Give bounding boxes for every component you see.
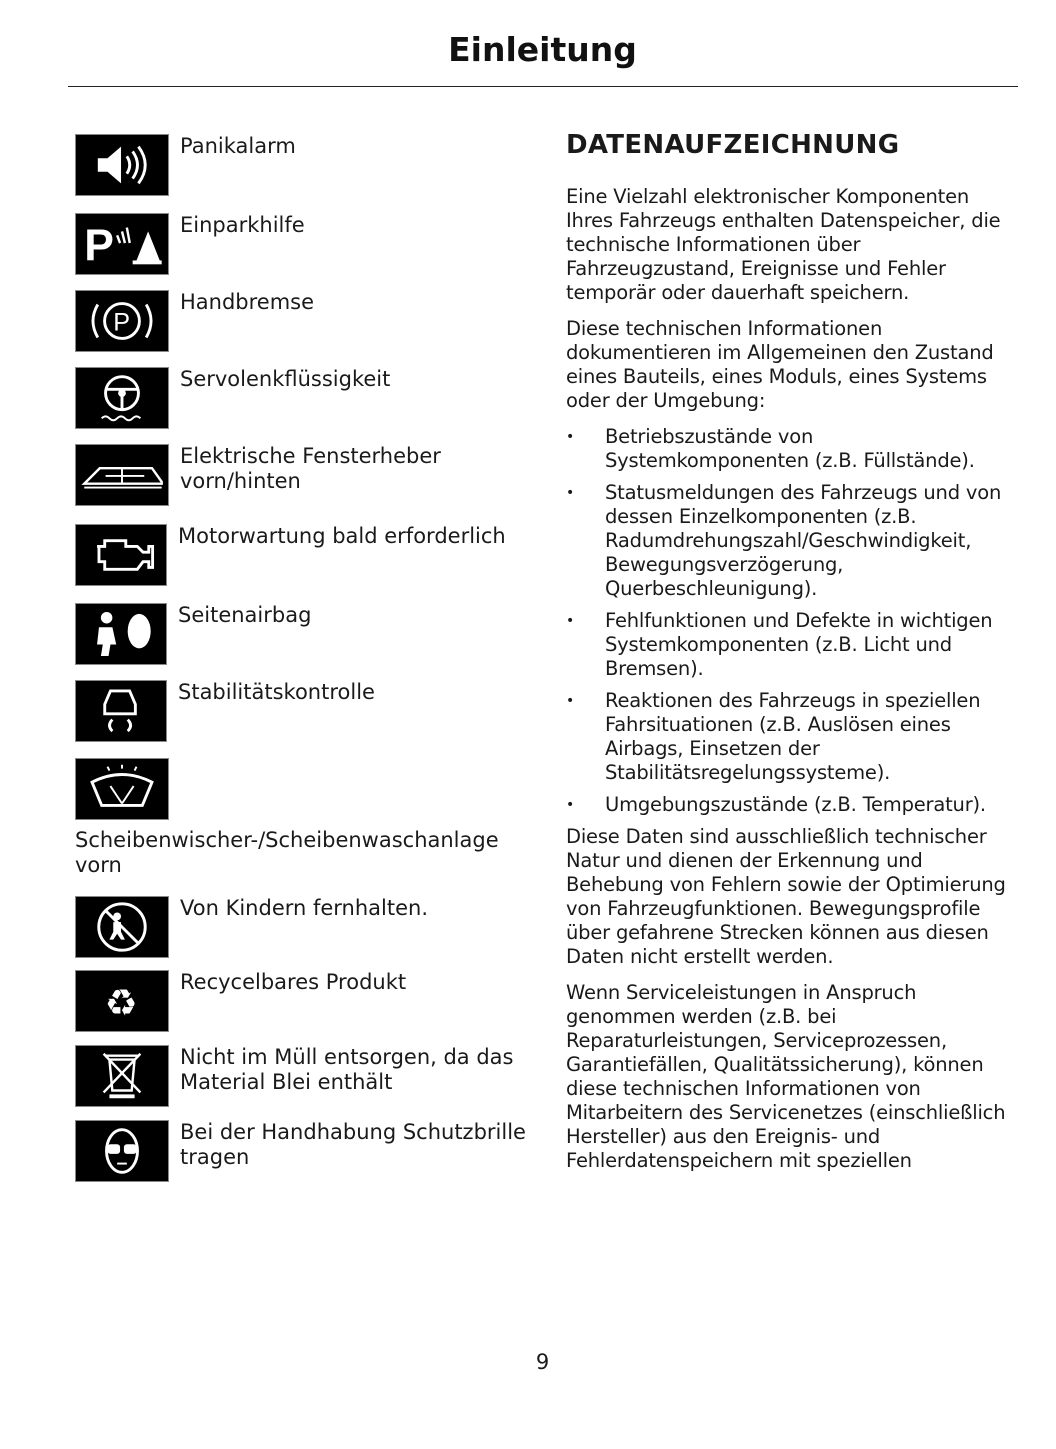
list-item: • Fehlfunktionen und Defekte in wichtigen Systemkomponenten (z.B. Licht und Bremsen). xyxy=(566,609,1016,681)
paragraph: Wenn Serviceleistungen in Anspruch genommen werden (z.B. bei Reparaturleistungen, Serviceprozessen, Garantiefällen, Qualitätssicherung), können diese technischen Informationen von Mitarbeitern des Servicenetzes (einschließlich Hersteller) aus den Ereignis- und Fehlerdatenspeichern mit speziellen xyxy=(566,981,1006,1172)
parking-brake-icon xyxy=(75,290,169,352)
power-steering-fluid-icon xyxy=(75,367,169,429)
icon-label: Einparkhilfe xyxy=(180,213,305,237)
icon-label: Stabilitätskontrolle xyxy=(178,680,375,704)
page-number: 9 xyxy=(535,1350,550,1374)
icon-label: Handbremse xyxy=(180,290,315,314)
icon-label: Servolenkflüssigkeit xyxy=(180,367,391,391)
recycle-icon xyxy=(75,970,169,1032)
paragraph: Diese technischen Informationen dokumentieren im Allgemeinen den Zustand eines Bauteils, eines Moduls, eines Systems oder der Umgebung: xyxy=(566,317,994,412)
page-title: Einleitung xyxy=(448,30,637,69)
paragraph: Eine Vielzahl elektronischer Komponenten Ihres Fahrzeugs enthalten Datenspeicher, die technische Informationen über Fahrzeugzustand, Ereignisse und Fehler temporär oder dauerhaft speichern. xyxy=(566,185,1001,304)
paragraph: Diese Daten sind ausschließlich technischer Natur und dienen der Erkennung und Behebung von Fehlern sowie der Optimierung von Fahrzeugfunktionen. Bewegungsprofile über gefahrene Strecken können aus diesen Daten nicht erstellt werden. xyxy=(566,825,1006,968)
engine-icon xyxy=(75,524,167,586)
parking-aid-icon xyxy=(75,213,169,275)
svg-text:♻: ♻ xyxy=(104,981,138,1025)
data-recording-section xyxy=(566,130,1016,1185)
svg-text:P: P xyxy=(113,308,131,337)
icon-label: Nicht im Müll entsorgen, da das Material Blei enthält xyxy=(180,1045,514,1094)
safety-goggles-icon xyxy=(75,1120,169,1182)
icon-label: Elektrische Fensterheber vorn/hinten xyxy=(180,444,441,493)
speaker-icon xyxy=(75,134,169,196)
list-item: • Reaktionen des Fahrzeugs in speziellen Fahrsituationen (z.B. Auslösen eines Airbags, Einsetzen der Stabilitätsregelungssysteme). xyxy=(566,689,1016,785)
list-item: • Umgebungszustände (z.B. Temperatur). xyxy=(566,793,1016,817)
icon-label: Bei der Handhabung Schutzbrille tragen xyxy=(180,1120,526,1169)
keep-away-children-icon xyxy=(75,896,169,958)
wiper-label: Scheibenwischer-/Scheibenwaschanlage vorn xyxy=(75,828,499,877)
icon-label: Seitenairbag xyxy=(178,603,312,627)
header-divider xyxy=(68,86,1018,87)
power-windows-icon xyxy=(75,444,169,506)
windshield-wiper-icon xyxy=(75,758,169,820)
bullet-list xyxy=(566,425,1016,817)
list-item: • Statusmeldungen des Fahrzeugs und von dessen Einzelkomponenten (z.B. Radumdrehungszahl/Geschwindigkeit, Bewegungsverzögerung, Querbeschleunigung). xyxy=(566,481,1016,601)
side-airbag-icon xyxy=(75,603,167,665)
svg-text:P: P xyxy=(84,221,114,271)
crossed-bin-icon xyxy=(75,1045,169,1107)
icon-label: Recycelbares Produkt xyxy=(180,970,407,994)
icon-label: Panikalarm xyxy=(180,134,296,158)
icon-label: Von Kindern fernhalten. xyxy=(180,896,429,920)
icon-label: Motorwartung bald erforderlich xyxy=(178,524,506,548)
list-item: • Betriebszustände von Systemkomponenten (z.B. Füllstände). xyxy=(566,425,1016,473)
stability-control-icon xyxy=(75,680,167,742)
section-heading: DATENAUFZEICHNUNG xyxy=(566,130,900,160)
